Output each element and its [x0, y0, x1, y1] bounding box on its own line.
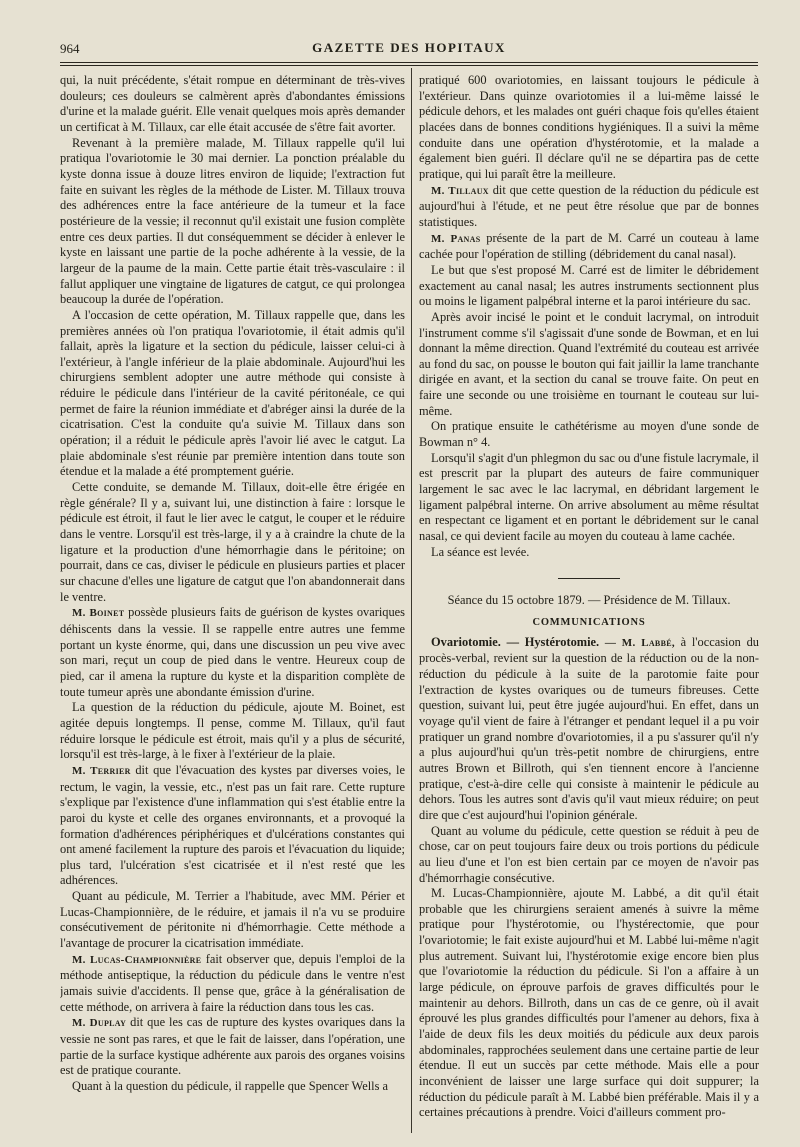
paragraph	[60, 763, 405, 889]
header-rule-top	[60, 62, 758, 63]
section-title: COMMUNICATIONS	[532, 617, 646, 628]
speaker-name: M. Terrier	[72, 764, 131, 777]
paragraph	[419, 183, 759, 231]
left-column	[60, 73, 405, 1135]
speaker-name: M. Tillaux	[431, 184, 489, 197]
speaker-text: dit que l'évacuation des kystes par diverses voies, le rectum, le vagin, la vessie, etc., n'est pas un fait rare. Cette rupture s'explique par l'existence d'une inflammation qui s'est établie entre la paroi du kyste et celle des organes environnants, et a provoqué la formation d'adhérences périphériques et d'ulcérations constantes qui ont amené facilement la rupture des parois et l'évacuation du liquide; plus tard, l'ulcération s'est cicatrisée et il n'est resté que les adhérences.	[60, 762, 405, 888]
paragraph: Lorsqu'il s'agit d'un phlegmon du sac ou d'une fistule lacrymale, il est prescrit par la plupart des auteurs de faire communiquer largement le sac avec le lac lacrymal, en débridant largement le ligament palpébral interne. On arrive absolument au même résultat en respectant ce ligament et en portant le débridement sur le canal nasal, ce qui devient facile au moyen du couteau à lame cachée.	[419, 450, 759, 544]
paragraph: La question de la réduction du pédicule, ajoute M. Boinet, est agitée depuis longtemps. Il pense, comme M. Tillaux, qu'il faut réduire lorsque le pédicule est étroit, mais qu'il y a plus de sécurité, lorsqu'il est très-large, à le fixer à l'extérieur de la plaie.	[60, 700, 405, 762]
paragraph: Revenant à la première malade, M. Tillaux rappelle qu'il lui pratiqua l'ovariotomie le 30 mai dernier. La ponction préalable du kyste donna issue à douze litres environ de liquide; l'extraction fut faite en suivant les règles de la méthode de Lister. M. Tillaux trouva des adhérences entre la face antérieure de la tumeur et la face postérieure de la vessie; il reconnut qu'il existait une fusion complète entre ces deux parties. Il dut conséquemment se décider à enlever le kyste en laissant une partie de la poche adhérente à la vessie, de la largeur de la paume de la main. Cette partie était très-vasculaire : il fallut appliquer une vingtaine de ligatures de catgut, ce qui prolongea beaucoup la durée de l'opération.	[60, 135, 405, 307]
paragraph	[60, 605, 405, 700]
paragraph: On pratique ensuite le cathétérisme au moyen d'une sonde de Bowman n° 4.	[419, 419, 759, 450]
paragraph: pratiqué 600 ovariotomies, en laissant toujours le pédicule à l'extérieur. Dans quinze ovariotomies il a lui-même laissé le pédicule dehors, et les malades ont guéri chaque fois qu'elles étaient placées dans de bonnes conditions hygiéniques. Il a suivi la même conduite dans une opération d'hystérotomie, et la malade a également bien guéri. Il déclare qu'il ne se départira pas de cette pratique, qui lui paraît être la meilleure.	[419, 73, 759, 181]
speaker-text: à l'occasion du procès-verbal, revient sur la question de la réduction ou de la non-réduction du pédicule à la suite de la parotomie faite pour l'extraction de kystes ovariques ou de tumeurs fibreuses. Cette question, suivant lui, peut être jugée aujourd'hui. En effet, dans un voyage qu'il vient de faire à l'étranger et pendant lequel il a pu voir pratiquer un grand nombre d'ovariotomies, il a pu s'assurer qu'il n'y a plus aujourd'hui qu'un très-petit nombre de chirurgiens, entre autres Brown et Billroth, qui s'en tiennent encore à l'ancienne pratique, c'est-à-dire celle qui consiste à maintenir le pédicule au dehors. Tous les autres sont d'avis qu'il vaut mieux réduire; on peut dire que c'est aujourd'hui l'opinion générale.	[419, 634, 759, 822]
journal-title: GAZETTE DES HOPITAUX	[312, 40, 506, 55]
paragraph: Le but que s'est proposé M. Carré est de limiter le débridement exactement au canal nasal; les autres instruments sectionnent plus ou moins le ligament palpébral interne et la paroi intérieure du sac.	[419, 262, 759, 309]
paragraph: M. Lucas-Championnière, ajoute M. Labbé, a dit qu'il était probable que les chirurgiens seraient amenés à suivre la même pratique pour l'hystérotomie, ou l'hystérectomie, que pour l'ovariotomie; le fait existe aujourd'hui et M. Labbé lui-même n'agit plus autrement. Suivant lui, l'hystérotomie exige encore bien plus que l'ovariotomie la réduction du pédicule. Si l'on a affaire à un large pédicule, on éprouve parfois de graves difficultés pour le maintenir au dehors. Billroth, dans un cas de ce genre, où il avait éprouvé les plus grandes difficultés pour l'amener au dehors, fixa à l'aide de deux fils les deux moitiés du pédicule aux deux parois abdominales, rapprochées seulement dans une certaine partie de leur étendue. Il eut un succès par cette méthode. Mais elle a pour inconvénient de laisser une large surface qui doit suppurer; la réduction du pédicule paraît à M. Labbé bien préférable. Mais il y a certaines précautions à prendre. Voici d'ailleurs comment pro-	[419, 886, 759, 1120]
session-closed: La séance est levée.	[431, 544, 530, 559]
paragraph	[419, 635, 759, 824]
paragraph	[60, 952, 405, 1016]
speaker-name: M. Boinet	[72, 607, 125, 620]
paragraph: Quant au pédicule, M. Terrier a l'habitude, avec MM. Périer et Lucas-Championnière, de le réduire, et jamais il n'a vu se produire consécutivement de péritonite ni d'hémorrhagie. Cette méthode a l'avantage de procurer la cicatrisation immédiate.	[60, 889, 405, 951]
paragraph: Quant à la question du pédicule, il rappelle que Spencer Wells a	[72, 1079, 389, 1093]
session-heading: Séance du 15 octobre 1879. — Présidence de M. Tillaux.	[447, 593, 731, 608]
speaker-name: — M. Labbé,	[599, 636, 675, 649]
speaker-text: fait observer que, depuis l'emploi de la méthode antiseptique, la réduction du pédicule dans le ventre n'est jamais suivie d'accidents. Il pense que, grâce à la généralisation de cette méthode, on arrivera à faire la réduction dans tous les cas.	[60, 951, 405, 1014]
column-divider	[411, 68, 412, 1133]
topic-title: Ovariotomie. — Hystérotomie.	[431, 634, 600, 649]
paragraph: Quant au volume du pédicule, cette question se réduit à peu de chose, car on peut toujours faire deux ou trois portions du pédicule au lieu d'une et l'on est bien certain par ce moyen de n'avoir pas d'hémorrhagie consécutive.	[419, 823, 759, 885]
paragraph: qui, la nuit précédente, s'était rompue en déterminant de très-vives douleurs; ces douleurs se calmèrent après d'abondantes émissions d'urine et la malade guérit. Elle venait quelques mois après demander un certificat à M. Tillaux, car elle était accusée de s'être fait avorter.	[60, 73, 405, 134]
paragraph: Cette conduite, se demande M. Tillaux, doit-elle être érigée en règle générale? Il y a, suivant lui, une distinction à faire : lorsque le pédicule est étroit, il faut le lier avec le catgut, le couper et le réduire dans le ventre. Lorsqu'il est très-large, il y a à craindre la chute de la ligature et la production d'une hémorrhagie dans le péritoine; on pourrait, dans ce cas, diviser le pédicule en plusieurs parties et placer sur chacune d'elles une ligature de catgut que l'on abandonnerait dans le ventre.	[60, 480, 405, 604]
section-separator	[558, 578, 620, 579]
paragraph	[60, 1015, 405, 1079]
speaker-name: M. Duplay	[72, 1017, 127, 1030]
paragraph	[419, 231, 759, 263]
speaker-name: M. Panas	[431, 232, 481, 245]
speaker-text: présente de la part de M. Carré un couteau à lame cachée pour l'opération de stilling (débridement du canal nasal).	[419, 230, 759, 262]
paragraph: Après avoir incisé le point et le conduit lacrymal, on introduit l'instrument comme s'il s'agissait d'une sonde de Bowman, et en lui donnant la même direction. Quand l'extrémité du couteau est arrivée au fond du sac, on pousse le bouton qui fait jaillir la lame tranchante dirigée en avant, et la section du canal se trouve faite. On peut en faire une seconde ou une troisième en tournant le couteau sur lui-même.	[419, 309, 759, 418]
paragraph: A l'occasion de cette opération, M. Tillaux rappelle que, dans les premières années où l'on pratiqua l'ovariotomie, il était admis qu'il fallait, après la ligature et la section du pédicule, laisser celui-ci à l'extérieur, à l'angle inférieur de la plaie abdominale. Aujourd'hui les chirurgiens semblent adopter une autre méthode qui consiste à réduire le pédicule dans l'intérieur de la cavité péritonéale, ce qui permet de faire la réunion immédiate et d'abréger ainsi la durée de la cicatrisation. C'est la conduite qu'a suivie M. Tillaux dans son opération; il a réduit le pédicule après l'avoir lié avec le catgut. La plaie abdominale s'est réunie par première intention dans toute son étendue et la malade a été promptement guérie.	[60, 307, 405, 479]
page-number: 964	[60, 41, 80, 56]
speaker-name: M. Lucas-Championnière	[72, 953, 202, 966]
speaker-text: possède plusieurs faits de guérison de kystes ovariques déhiscents dans la vessie. Il se rappelle entre autres une femme portant un kyste énorme, qui, dans une discussion un peu vive avec son mari, reçut un coup de pied dans le ventre. Heureux coup de pied, car il amena la rupture du kyste et la disparition complète de toute tumeur après une abondante émission d'urine.	[60, 605, 405, 699]
speaker-text: dit que cette question de la réduction du pédicule est aujourd'hui à l'étude, et ne peut être résolue que par de bonnes statistiques.	[419, 182, 759, 229]
header-rule-bottom	[60, 65, 758, 66]
right-column	[419, 73, 759, 1135]
page-header	[60, 38, 758, 62]
speaker-text: dit que les cas de rupture des kystes ovariques dans la vessie ne sont pas rares, et que le fait de laisser, dans l'opération, une partie de la surface kystique adhérente aux parois des organes voisins est de pratique courante.	[60, 1015, 405, 1078]
